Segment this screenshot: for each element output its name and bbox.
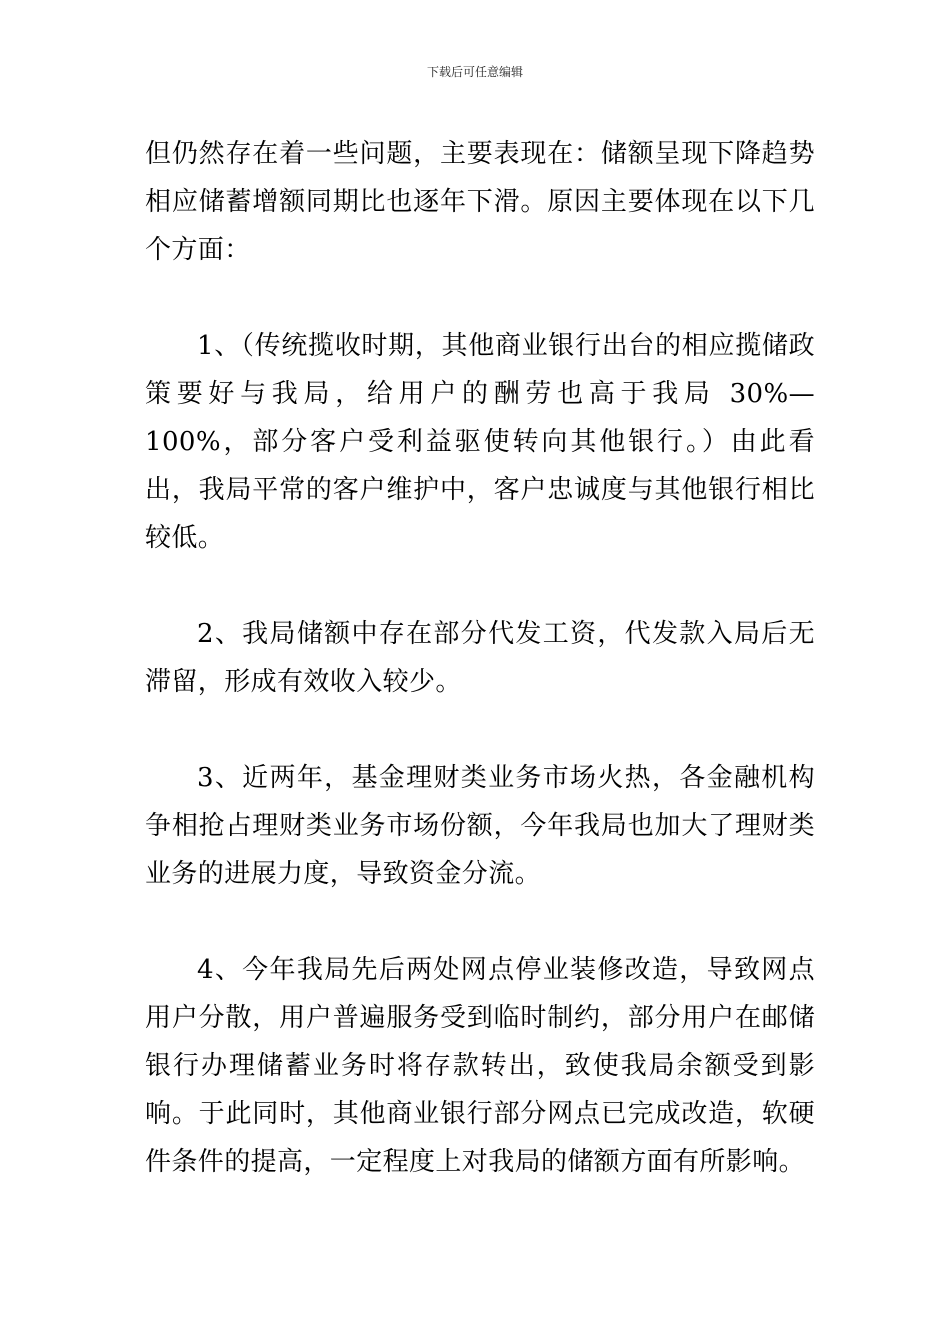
paragraph-spacer bbox=[145, 562, 815, 610]
list-item-1: 1、（传统揽收时期，其他商业银行出台的相应揽储政策要好与我局，给用户的酬劳也高于我局 30%—100%，部分客户受利益驱使转向其他银行。）由此看出，我局平常的客户维护中，客户忠诚度与其他银行相比较低。 bbox=[145, 331, 815, 553]
list-item-2: 2、我局储额中存在部分代发工资，代发款入局后无滞留，形成有效收入较少。 bbox=[145, 619, 815, 697]
paragraph-spacer bbox=[145, 898, 815, 946]
intro-paragraph: 但仍然存在着一些问题，主要表现在：储额呈现下降趋势相应储蓄增额同期比也逐年下滑。原因主要体现在以下几个方面： bbox=[145, 139, 815, 265]
list-item-3: 3、近两年，基金理财类业务市场火热，各金融机构争相抢占理财类业务市场份额，今年我局也加大了理财类业务的进展力度，导致资金分流。 bbox=[145, 763, 815, 889]
page-header: 下载后可任意编辑 bbox=[426, 65, 523, 79]
list-item-4: 4、今年我局先后两处网点停业装修改造，导致网点用户分散，用户普遍服务受到临时制约，部分用户在邮储银行办理储蓄业务时将存款转出，致使我局余额受到影响。于此同时，其他商业银行部分网点已完成改造，软硬件条件的提高，一定程度上对我局的储额方面有所影响。 bbox=[145, 955, 815, 1177]
document-body bbox=[145, 130, 815, 1186]
paragraph-spacer bbox=[145, 706, 815, 754]
paragraph-spacer bbox=[145, 274, 815, 322]
